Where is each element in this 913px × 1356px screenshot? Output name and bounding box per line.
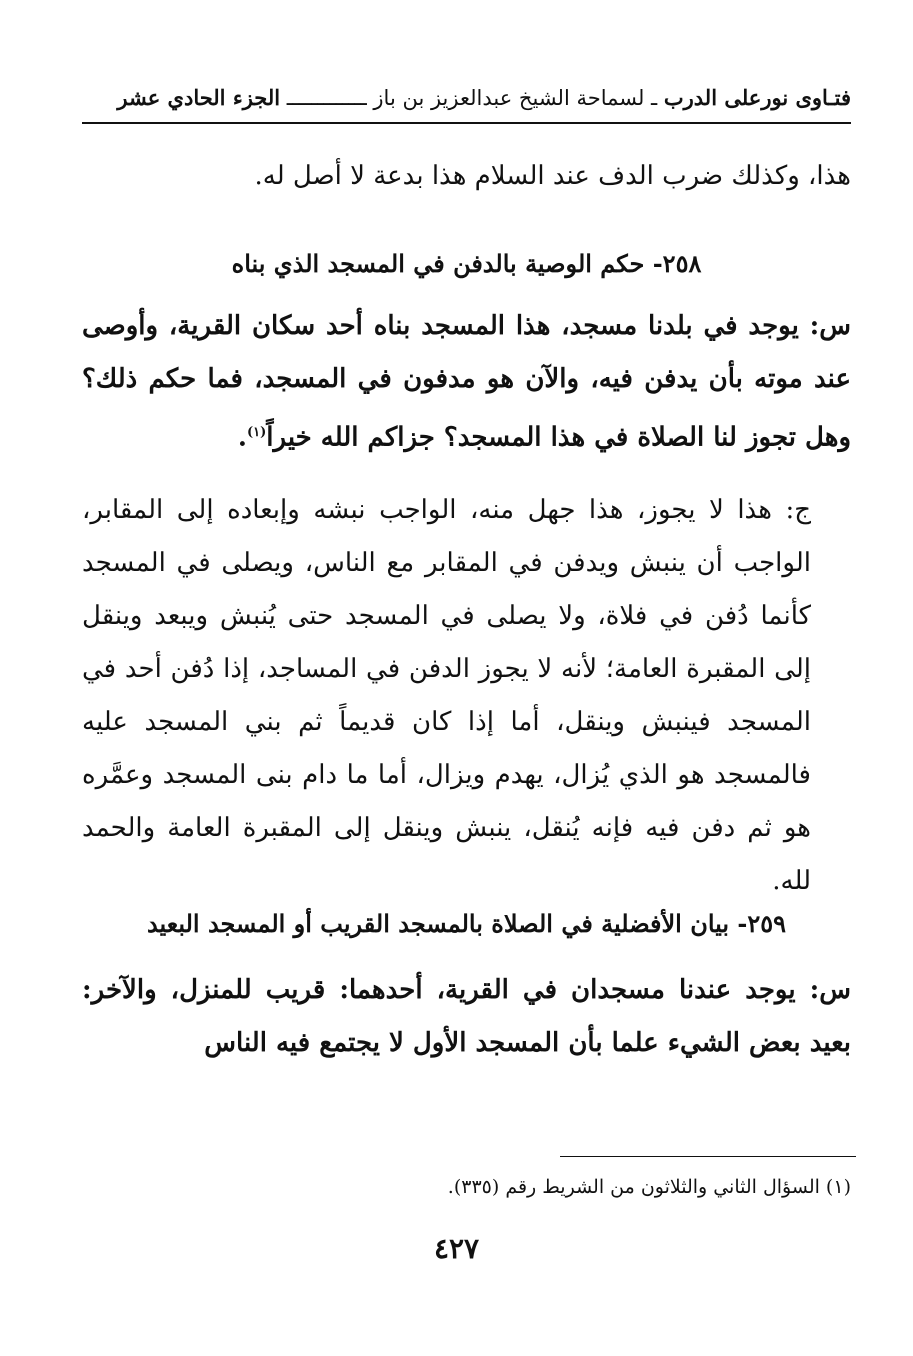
answer-258 <box>82 484 851 908</box>
section-heading-259: ٢٥٩- بيان الأفضلية في الصلاة بالمسجد القريب أو المسجد البعيد <box>146 909 787 938</box>
continuation-text: هذا، وكذلك ضرب الدف عند السلام هذا بدعة لا أصل له. <box>254 161 851 191</box>
page-number: ٤٢٧ <box>433 1232 480 1265</box>
continuation-paragraph <box>82 150 851 203</box>
running-header <box>82 78 851 124</box>
header-author: ـ لسماحة الشيخ عبدالعزيز بن باز ـــــــــــــ <box>280 86 664 110</box>
footnote: (١) السؤال الثاني والثلاثون من الشريط رقم (٣٣٥). <box>447 1176 851 1198</box>
header-volume: الجزء الحادي عشر <box>117 85 281 110</box>
answer-text: ج: هذا لا يجوز، هذا جهل منه، الواجب نبشه وإبعاده إلى المقابر، الواجب أن ينبش ويدفن في المقابر مع الناس، ويصلى في المسجد كأنما دُفن في فلاة، ولا يصلى في المسجد حتى يُنبش ويبعد وينقل إلى المقبرة العامة؛ لأنه لا يجوز الدفن في المساجد، إذا دُفن أحد في المسجد فينبش وينقل، أما إذا كان قديماً ثم بني المسجد عليه فالمسجد هو الذي يُزال، يهدم ويزال، أما ما دام بنى المسجد وعمَّره هو ثم دفن فيه فإنه يُنقل، ينبش وينقل إلى المقبرة العامة والحمد لله. <box>82 495 811 896</box>
question-259 <box>82 964 851 1070</box>
header-book-title: فتـاوى نورعلى الدرب <box>663 85 851 110</box>
footnote-reference: (١) <box>246 425 267 440</box>
question-text: يوجد في بلدنا مسجد، هذا المسجد بناه أحد سكان القرية، وأوصى عند موته بأن يدفن فيه، والآن هو مدفون في المسجد، فما حكم ذلك؟ وهل تجوز لنا الصلاة في هذا المسجد؟ جزاكم الله خيراً <box>82 311 851 453</box>
question-258: س: يوجد في بلدنا مسجد، هذا المسجد بناه أحد سكان القرية، وأوصى عند موته بأن يدفن فيه، والآن هو مدفون في المسجد، فما حكم ذلك؟ وهل تجوز لنا الصلاة في هذا المسجد؟ جزاكم الله خيراً$^{(١)}$. <box>82 311 851 453</box>
question-text: يوجد عندنا مسجدان في القرية، أحدهما: قريب للمنزل، والآخر: بعيد بعض الشيء علما بأن المسجد الأول لا يجتمع فيه الناس <box>82 975 851 1058</box>
question-label: س: <box>809 311 851 341</box>
question-label: س: <box>809 975 851 1005</box>
footnote-divider <box>560 1156 856 1157</box>
section-heading-258: ٢٥٨- حكم الوصية بالدفن في المسجد الذي بناه <box>231 249 702 278</box>
